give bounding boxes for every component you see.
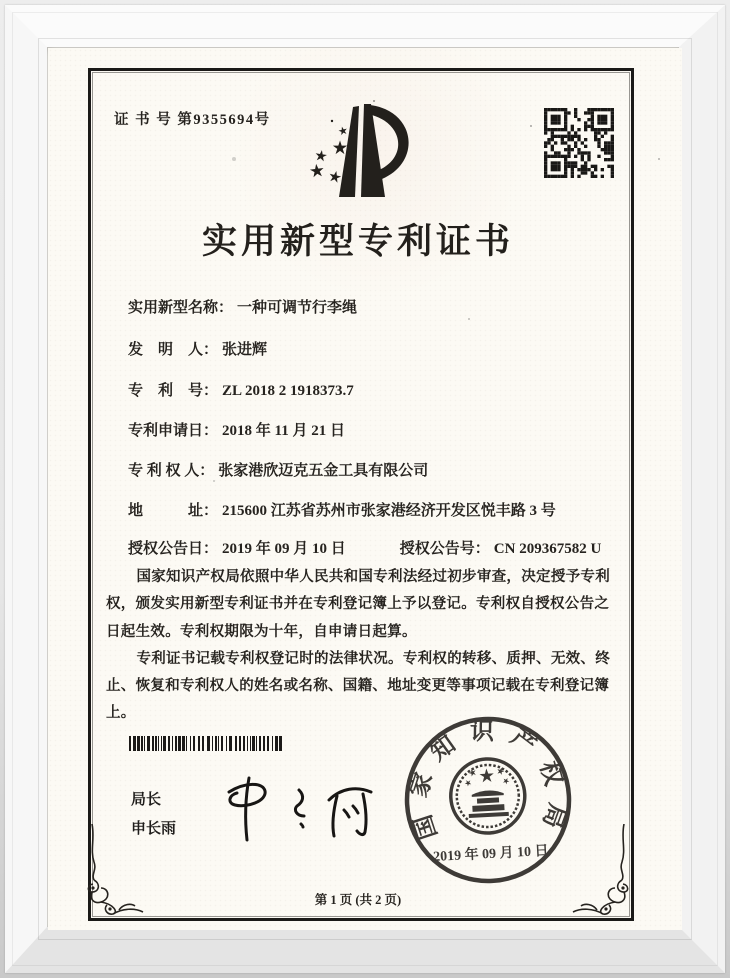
field-label: 发 明 人： [128,342,219,358]
signer-title: 局长 [131,792,162,808]
cnipa-patent-logo-icon [288,94,428,208]
field-row-inventor [128,338,638,359]
field-value: 215600 江苏省苏州市张家港经济开发区悦丰路 3 号 [222,503,556,519]
national-emblem-icon [449,757,527,835]
field-row-filing-date [128,419,638,440]
field-value: 一种可调节行李绳 [237,300,358,316]
grant-date-value: 2019 年 09 月 10 日 [222,541,346,557]
certificate-paper [48,48,682,930]
field-value: 2018 年 11 月 21 日 [222,423,345,439]
field-row-address [128,499,638,520]
certificate-title: 实用新型专利证书 [201,222,514,261]
field-label: 专 利 权 人： [128,463,215,479]
field-row-patent-no [128,379,638,400]
field-value: ZL 2018 2 1918373.7 [222,383,354,399]
field-label: 地 址： [128,503,219,519]
field-label: 专利申请日： [128,423,219,439]
legal-paragraph-2: 专利证书记载专利权登记时的法律状况。专利权的转移、质押、无效、终止、恢复和专利权人的姓名或名称、国籍、地址变更等事项记载在专利登记簿上。 [106,650,611,722]
grant-no-label: 授权公告号： [399,541,490,557]
legal-text-block [106,564,622,728]
field-row-grant [128,537,638,558]
barcode [128,736,286,751]
field-row-patentee [128,459,638,480]
field-row-name [128,296,638,317]
official-seal [396,708,581,893]
field-label: 专 利 号： [128,383,219,399]
qr-code [544,108,614,178]
field-value: 张家港欣迈克五金工具有限公司 [218,463,429,479]
page-footer: 第 1 页 (共 2 页) [314,893,402,907]
signature-autograph [211,764,381,848]
field-value: 张进辉 [222,342,268,358]
grant-date-label: 授权公告日： [128,541,219,557]
signer-name: 申长雨 [131,821,177,837]
seal-ring-text: 国家知识产权局 [406,719,571,845]
certificate-number: 证 书 号 第9355694号 [114,112,271,128]
legal-paragraph-1: 国家知识产权局依照中华人民共和国专利法经过初步审查，决定授予专利权，颁发实用新型专利证书并在专利登记簿上予以登记。专利权自授权公告之日起生效。专利权期限为十年，自申请日起算。 [106,569,611,640]
field-label: 实用新型名称： [128,300,234,316]
seal-date: 2019 年 09 月 10 日 [432,843,549,865]
grant-no-value: CN 209367582 U [493,541,602,557]
